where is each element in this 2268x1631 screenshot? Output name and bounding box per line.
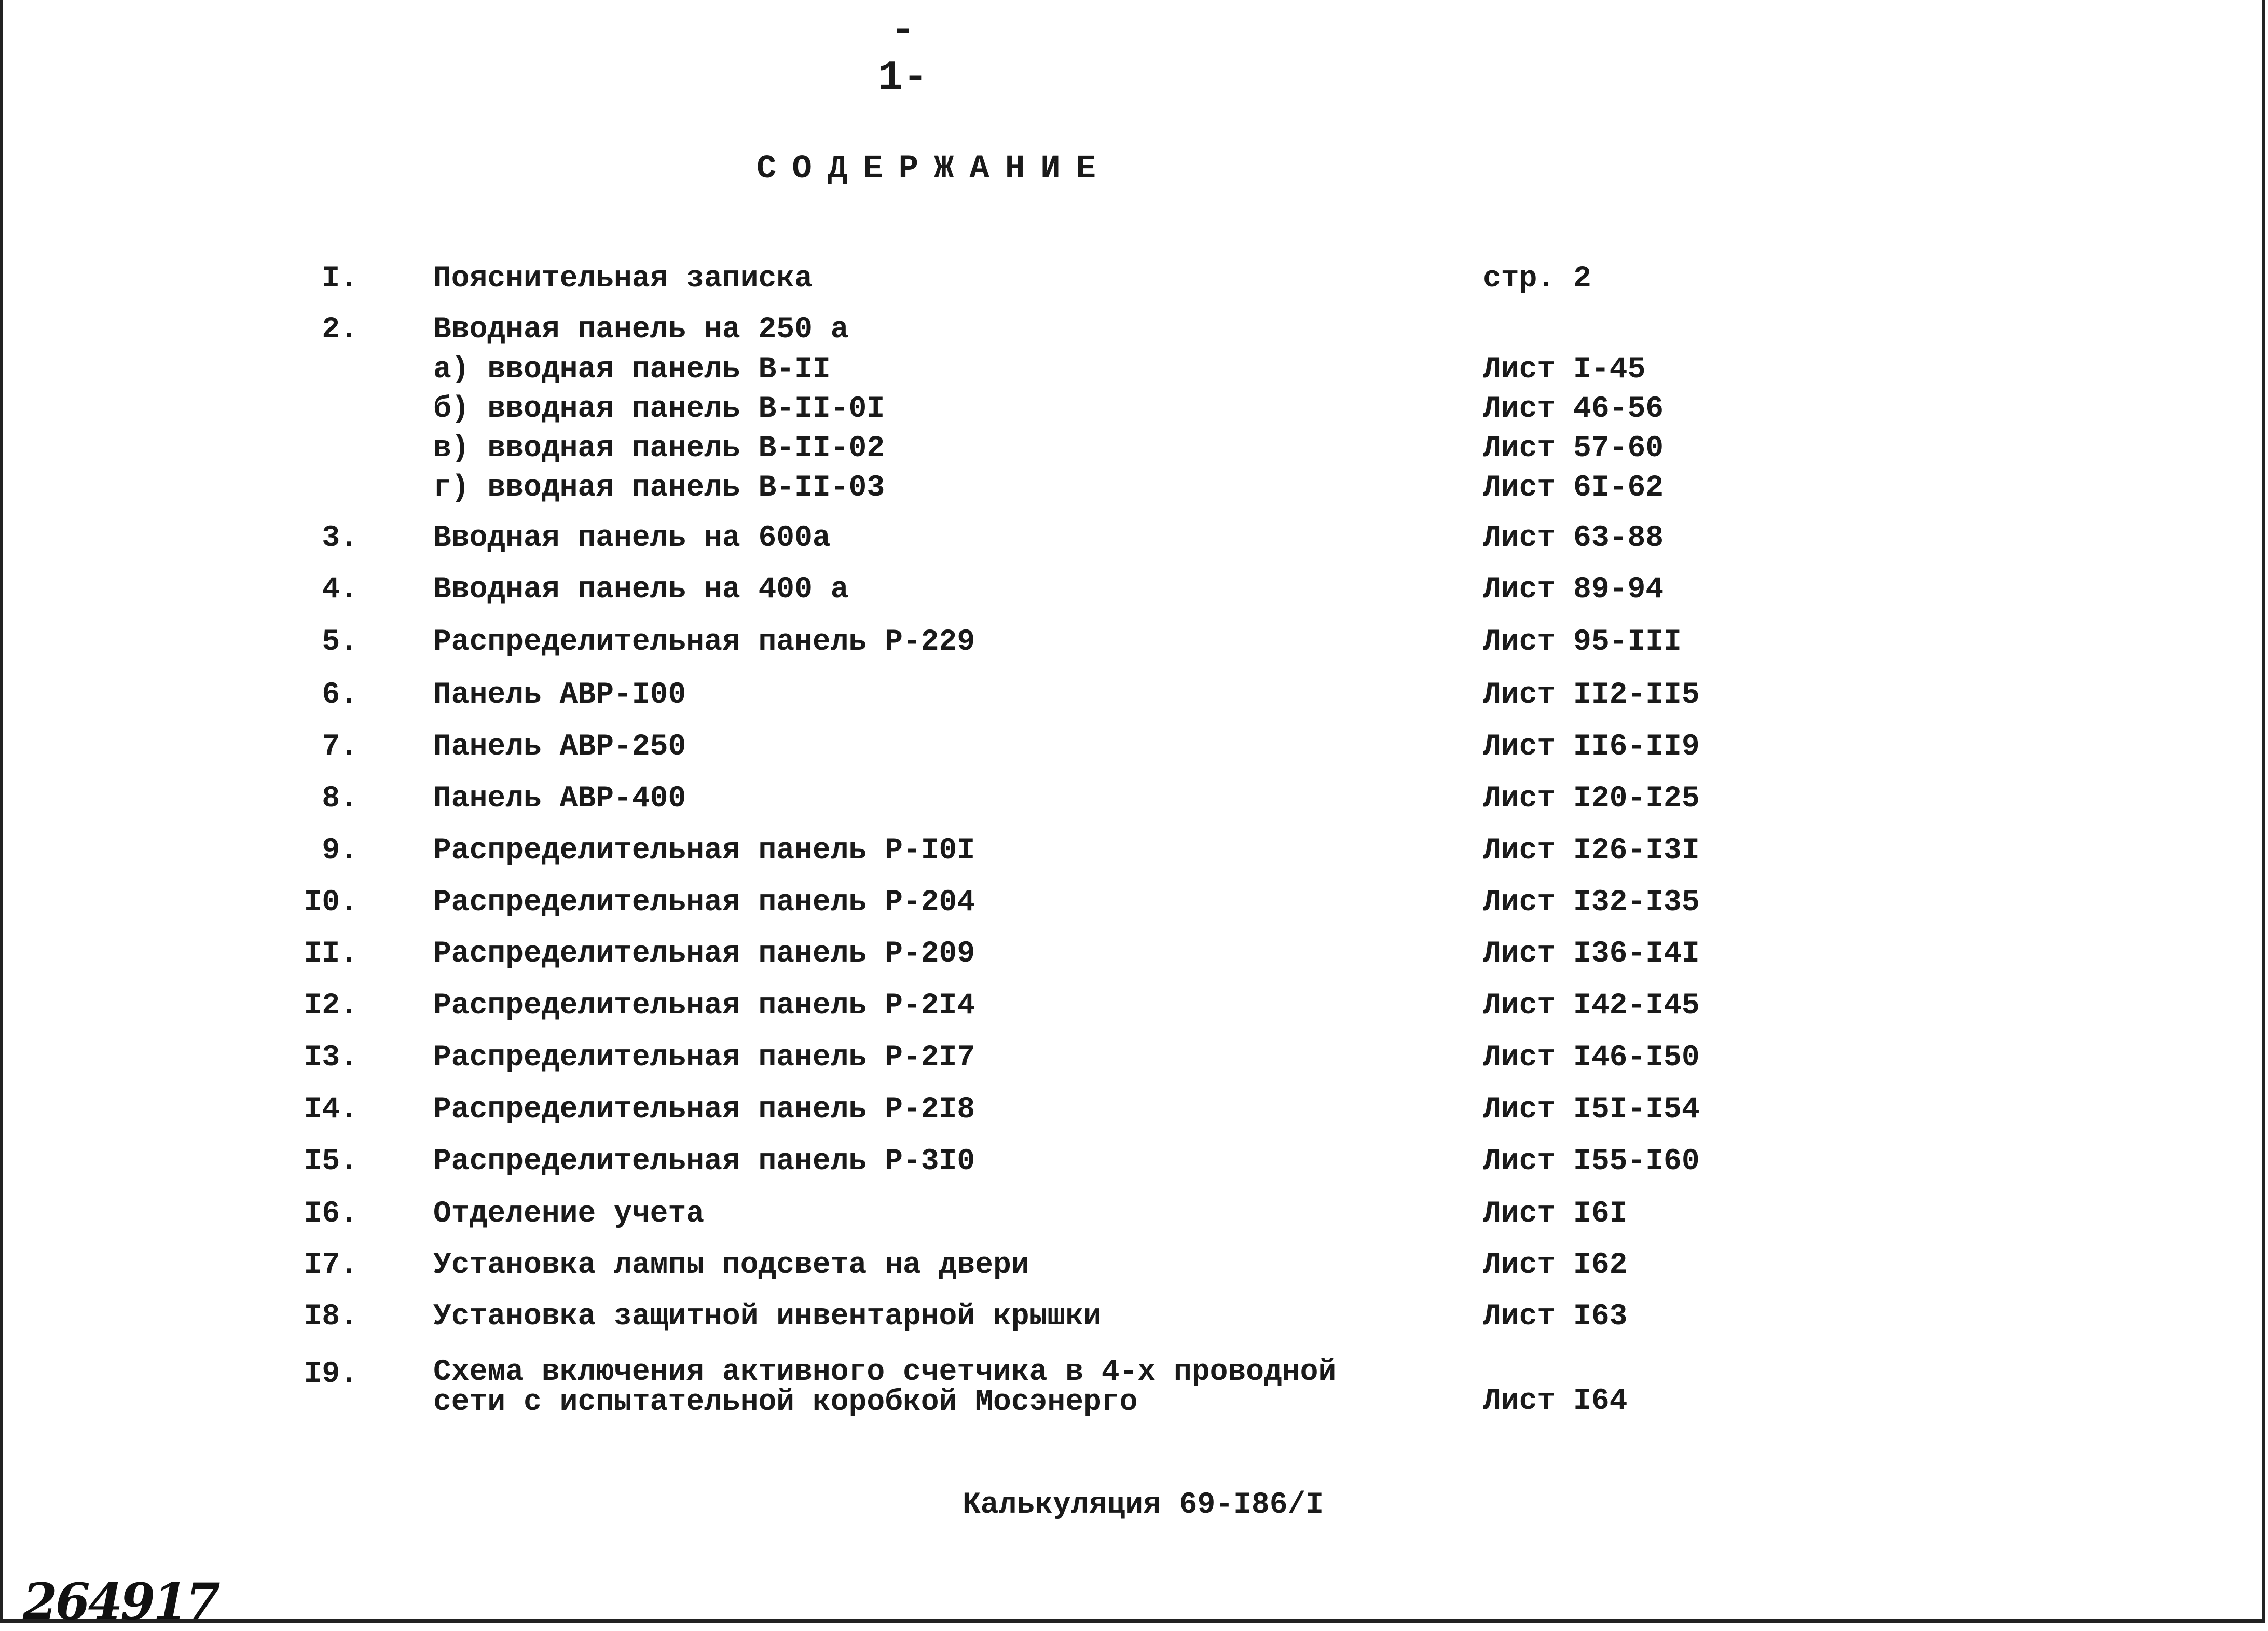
toc-entry-title: Схема включения активного счетчика в 4-х проводной [433, 1355, 1337, 1389]
toc-entry-title: Панель АВР-400 [433, 782, 686, 816]
toc-entry-reference: Лист II2-II5 [1483, 678, 1700, 712]
toc-entry-reference: Лист I62 [1483, 1249, 1628, 1282]
toc-entry-number: 2. [322, 313, 358, 347]
toc-entry-title: в) вводная панель В-II-02 [433, 432, 885, 465]
toc-entry-reference: Лист I5I-I54 [1483, 1093, 1700, 1127]
toc-entry-reference: стр. 2 [1483, 262, 1591, 296]
toc-entry-title: Распределительная панель Р-2I7 [433, 1041, 975, 1075]
toc-entry-10 [0, 886, 2231, 933]
toc-entry-number: 4. [322, 573, 358, 607]
toc-entry-3 [0, 522, 2231, 568]
toc-entry-title: Распределительная панель Р-I0I [433, 834, 975, 868]
toc-entry-number: 9. [322, 834, 358, 868]
toc-entry-number: I. [322, 262, 358, 296]
toc-entry-13 [0, 1041, 2231, 1088]
toc-entry-number: 8. [322, 782, 358, 816]
toc-entry-number: 3. [322, 522, 358, 555]
toc-entry-19 [0, 1355, 2231, 1441]
toc-entry-4 [0, 573, 2231, 620]
toc-entry-reference: Лист 6I-62 [1483, 471, 1664, 505]
toc-entry-title: Установка защитной инвентарной крышки [433, 1300, 1102, 1334]
toc-entry-11 [0, 937, 2231, 984]
toc-entry-number: I3. [304, 1041, 358, 1075]
toc-entry-12 [0, 989, 2231, 1036]
toc-entry-number: 7. [322, 730, 358, 764]
toc-entry-title: б) вводная панель В-II-0I [433, 392, 885, 426]
toc-entry-number: I5. [304, 1145, 358, 1178]
toc-entry-9 [0, 834, 2231, 881]
toc-entry-title: Вводная панель на 400 а [433, 573, 849, 607]
toc-entry-number: I9. [304, 1358, 358, 1391]
handwritten-inventory-number: 264917 [23, 1572, 218, 1631]
toc-entry-reference: Лист I32-I35 [1483, 886, 1700, 920]
toc-entry-number: I0. [304, 886, 358, 920]
toc-entry-number: I6. [304, 1197, 358, 1231]
toc-entry-title: Панель АВР-250 [433, 730, 686, 764]
toc-entry-title: Установка лампы подсвета на двери [433, 1249, 1029, 1282]
toc-entry-number: 5. [322, 625, 358, 659]
toc-entry-14 [0, 1093, 2231, 1140]
toc-entry-number: I4. [304, 1093, 358, 1127]
toc-entry-7 [0, 730, 2231, 777]
toc-entry-title: Распределительная панель Р-3I0 [433, 1145, 975, 1178]
calculation-code: Калькуляция 69-I86/I [963, 1488, 1324, 1522]
toc-entry-reference: Лист 95-III [1483, 625, 1682, 659]
toc-entry-number: I7. [304, 1249, 358, 1282]
toc-entry-title: Распределительная панель Р-209 [433, 937, 975, 971]
toc-entry-reference: Лист I42-I45 [1483, 989, 1700, 1023]
toc-entry-17 [0, 1249, 2231, 1295]
toc-entry-reference: Лист I26-I3I [1483, 834, 1700, 868]
toc-entry-reference: Лист I64 [1483, 1385, 1628, 1418]
toc-entry-reference: Лист I55-I60 [1483, 1145, 1700, 1178]
toc-entry-reference: Лист I20-I25 [1483, 782, 1700, 816]
toc-entry-number: II. [304, 937, 358, 971]
toc-entry-reference: Лист 46-56 [1483, 392, 1664, 426]
toc-entry-title: г) вводная панель В-II-03 [433, 471, 885, 505]
toc-entry-reference: Лист I63 [1483, 1300, 1628, 1334]
toc-entry-18 [0, 1300, 2231, 1347]
toc-entry-15 [0, 1145, 2231, 1191]
toc-entry-8 [0, 782, 2231, 829]
toc-entry-reference: Лист 57-60 [1483, 432, 1664, 465]
toc-entry-reference: Лист I36-I4I [1483, 937, 1700, 971]
toc-subentry-2d [0, 471, 2231, 518]
toc-entry-title: Распределительная панель Р-2I4 [433, 989, 975, 1023]
toc-entry-number: I8. [304, 1300, 358, 1334]
toc-entry-reference: Лист 89-94 [1483, 573, 1664, 607]
toc-entry-reference: Лист I6I [1483, 1197, 1628, 1231]
toc-entry-number: I2. [304, 989, 358, 1023]
page-number: - 1- [877, 7, 928, 102]
toc-entry-title: Панель АВР-I00 [433, 678, 686, 712]
toc-entry-title: Распределительная панель Р-229 [433, 625, 975, 659]
toc-entry-number: 6. [322, 678, 358, 712]
toc-entry-title: а) вводная панель В-II [433, 353, 831, 387]
toc-entry-reference: Лист II6-II9 [1483, 730, 1700, 764]
toc-entry-title: Вводная панель на 250 а [433, 313, 849, 347]
toc-entry-reference: Лист 63-88 [1483, 522, 1664, 555]
toc-entry-title-continued: сети с испытательной коробкой Мосэнерго [433, 1386, 1138, 1419]
toc-entry-title: Отделение учета [433, 1197, 705, 1231]
toc-entry-reference: Лист I-45 [1483, 353, 1646, 387]
toc-entry-title: Вводная панель на 600а [433, 522, 831, 555]
toc-entry-reference: Лист I46-I50 [1483, 1041, 1700, 1075]
toc-entry-6 [0, 678, 2231, 725]
toc-entry-title: Распределительная панель Р-2I8 [433, 1093, 975, 1127]
toc-entry-1 [0, 262, 2231, 309]
toc-entry-title: Распределительная панель Р-204 [433, 886, 975, 920]
page-title: СОДЕРЖАНИЕ [756, 150, 1112, 188]
toc-entry-16 [0, 1197, 2231, 1244]
toc-entry-5 [0, 625, 2231, 672]
toc-entry-title: Пояснительная записка [433, 262, 813, 296]
